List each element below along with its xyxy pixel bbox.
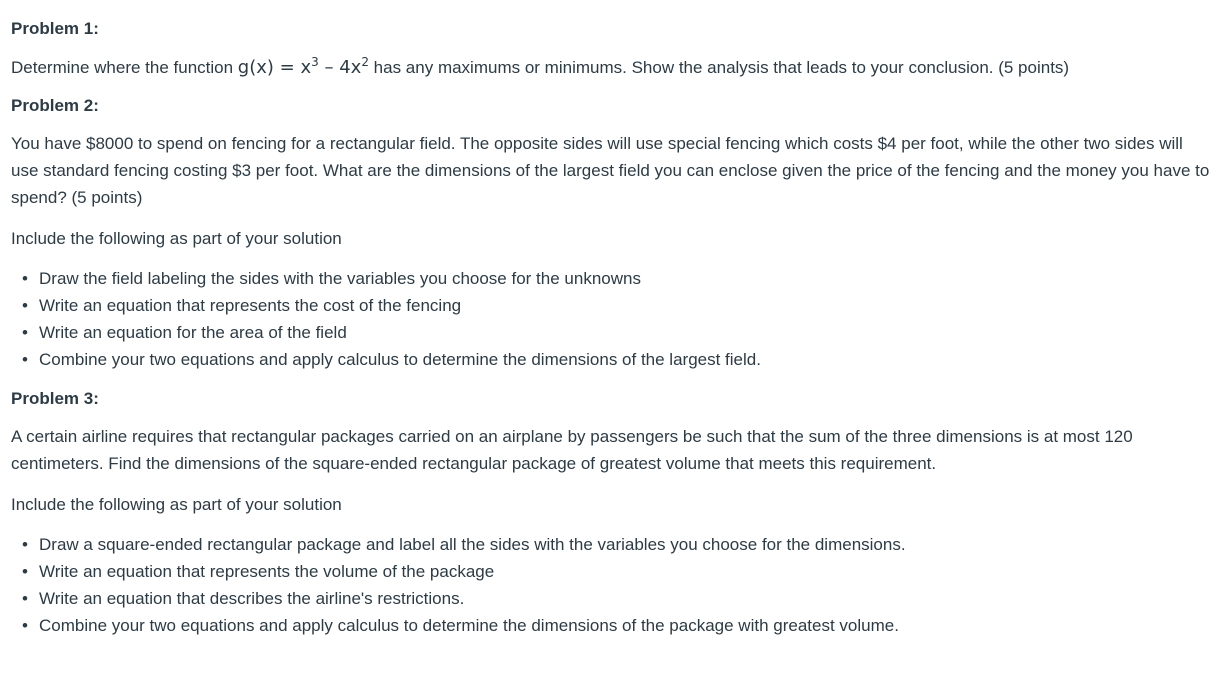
problem-2-bullet-list	[11, 265, 1214, 373]
problem-1-heading: Problem 1:	[11, 19, 99, 38]
list-item: • Draw a square-ended rectangular package and label all the sides with the variables you choose for the dimensions.	[22, 531, 1214, 558]
problem-2-include-label: Include the following as part of your solution	[11, 229, 342, 248]
problem-3-heading: Problem 3:	[11, 389, 99, 408]
list-item: • Combine your two equations and apply calculus to determine the dimensions of the largest field.	[22, 346, 1214, 373]
problem-3-include-label: Include the following as part of your solution	[11, 495, 342, 514]
list-item: • Draw the field labeling the sides with the variables you choose for the unknowns	[22, 265, 1214, 292]
assignment-page	[0, 18, 1225, 639]
problem-3-text: A certain airline requires that rectangular packages carried on an airplane by passengers be such that the sum of the three dimensions is at most 120 centimeters. Find the dimensions of the square-ended rectangular package of greatest volume that meets this requirement.	[11, 427, 1133, 473]
problem-1-text	[11, 54, 1214, 81]
list-item: • Write an equation that represents the cost of the fencing	[22, 292, 1214, 319]
problem-1-text-after: has any maximums or minimums. Show the analysis that leads to your conclusion. (5 points)	[368, 58, 1070, 77]
problem-1-text-before: Determine where the function	[11, 58, 238, 77]
problem-2-text: You have $8000 to spend on fencing for a rectangular field. The opposite sides will use special fencing which costs $4 per foot, while the other two sides will use standard fencing costing $3 per foot. What are the dimensions of the largest field you can enclose given the price of the fencing and the money you have to spend? (5 points)	[11, 134, 1210, 207]
function-expression	[238, 57, 369, 78]
list-item: • Write an equation for the area of the field	[22, 319, 1214, 346]
exponent-3: 3	[311, 55, 319, 69]
problem-3-bullet-list	[11, 531, 1214, 639]
problem-2-heading: Problem 2:	[11, 96, 99, 115]
list-item: • Combine your two equations and apply calculus to determine the dimensions of the package with greatest volume.	[22, 612, 1214, 639]
function-mid: – 4x	[318, 57, 362, 78]
list-item: • Write an equation that represents the volume of the package	[22, 558, 1214, 585]
list-item: • Write an equation that describes the airline's restrictions.	[22, 585, 1214, 612]
function-lhs: g(x) = x	[237, 57, 312, 78]
exponent-2: 2	[361, 55, 369, 69]
